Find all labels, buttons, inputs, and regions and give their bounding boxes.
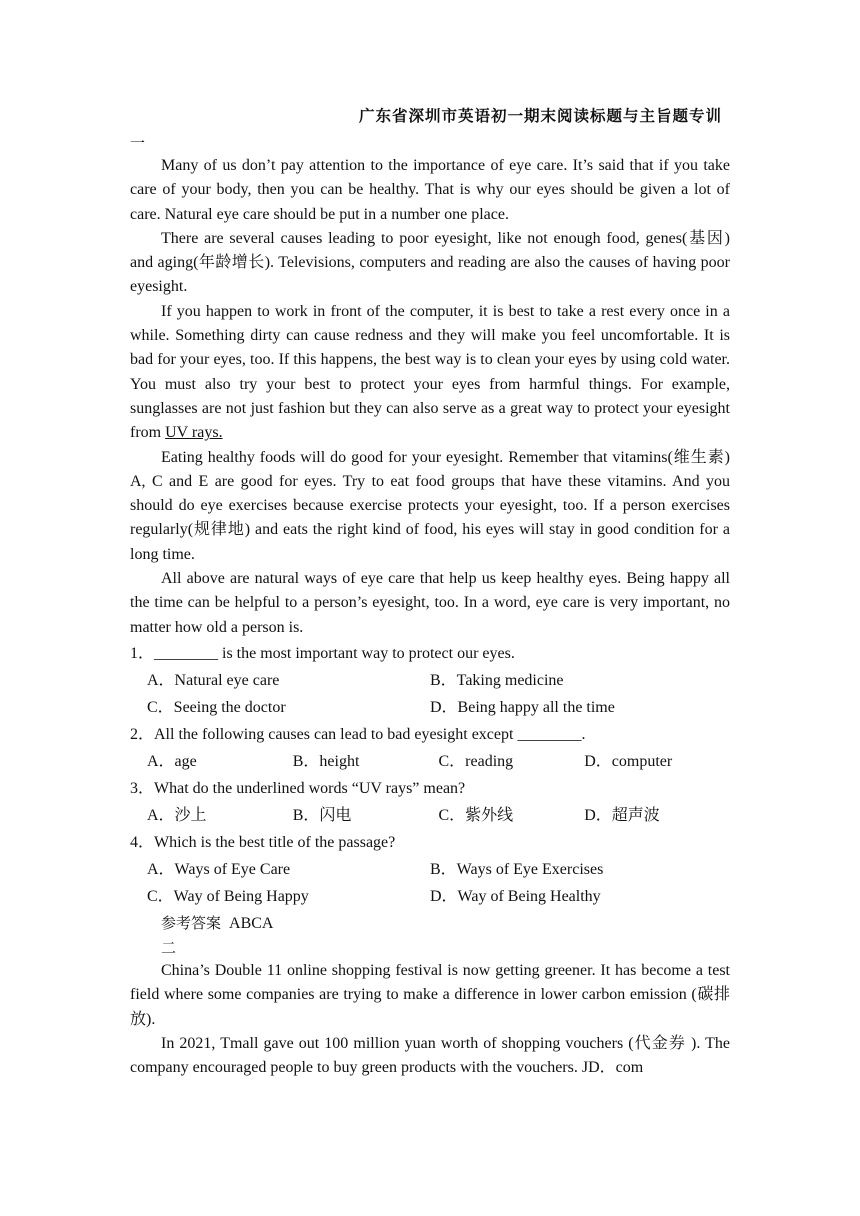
answer-key	[130, 910, 730, 937]
answer-key-value: ABCA	[229, 914, 274, 932]
question-4-options-row-2	[130, 883, 730, 910]
document-title: 广东省深圳市英语初一期末阅读标题与主旨题专训	[358, 106, 722, 125]
question-1-options-row-2	[130, 694, 730, 721]
question-4-option-a: A．Ways of Eye Care	[147, 860, 291, 878]
question-1-option-b: B．Taking medicine	[430, 671, 564, 689]
question-3-stem: 3．What do the underlined words “UV rays” mean?	[130, 779, 466, 797]
question-3-options	[130, 802, 730, 829]
question-2-option-a: A．age	[147, 752, 197, 770]
question-2-option-c: C．reading	[438, 752, 514, 770]
section-2-label: 二	[161, 938, 177, 957]
question-2-option-d: D．computer	[584, 752, 673, 770]
question-1-option-c: C．Seeing the doctor	[147, 698, 286, 716]
passage-2-paragraph-1: China’s Double 11 online shopping festival is now getting greener. It has become a test field where some companies are trying to make a difference in lower carbon emission (碳排放).	[130, 961, 730, 1028]
question-1-stem: 1．________ is the most important way to protect our eyes.	[130, 644, 515, 662]
question-2-options	[130, 748, 730, 775]
question-2-stem: 2．All the following causes can lead to bad eyesight except ________.	[130, 725, 586, 743]
passage-1-paragraph-1: Many of us don’t pay attention to the importance of eye care. It’s said that if you take care of your body, then you can be healthy. That is why our eyes should be given a lot of care. Natural eye care should be put in a number one place.	[130, 157, 730, 223]
question-3-option-c: C．紫外线	[438, 806, 514, 824]
document-body	[130, 132, 730, 1080]
question-4-option-b: B．Ways of Eye Exercises	[430, 860, 604, 878]
question-4-stem: 4．Which is the best title of the passage?	[130, 833, 396, 851]
question-1-option-a: A．Natural eye care	[147, 671, 280, 689]
passage-1-paragraph-3	[130, 300, 730, 446]
section-1-label: 一	[130, 134, 146, 152]
passage-1-paragraph-2: There are several causes leading to poor eyesight, like not enough food, genes(基因) and aging(年龄增长). Televisions, computers and reading are also the causes of having poor eyesight.	[130, 229, 730, 296]
question-3-option-a: A．沙上	[147, 806, 207, 824]
passage-2-paragraph-2: In 2021, Tmall gave out 100 million yuan worth of shopping vouchers (代金券 ). The company encouraged people to buy green products with the vouchers. JD．com	[130, 1034, 730, 1077]
question-3-option-d: D．超声波	[584, 806, 660, 824]
answer-key-label: 参考答案	[161, 913, 222, 932]
question-4-options	[130, 856, 730, 883]
passage-1-paragraph-5: All above are natural ways of eye care that help us keep healthy eyes. Being happy all the time can be helpful to a person’s eyesight, too. In a word, eye care is very important, no matter how old a person is.	[130, 570, 730, 636]
question-3-option-b: B．闪电	[292, 806, 352, 824]
paragraph-3-text: If you happen to work in front of the computer, it is best to take a rest every once in a while. Something dirty can cause redness and they will make you feel uncomfortable. It is bad for your eyes, too. If this happens, the best way is to clean your eyes by using cold water. You must also try your best to protect your eyes from harmful things. For example, sunglasses are not just fashion but they can also serve as a great way to protect your eyesight from	[130, 302, 730, 442]
passage-1-paragraph-4: Eating healthy foods will do good for your eyesight. Remember that vitamins(维生素) A, C and E are good for eyes. Try to eat food groups that have these vitamins. And you should do eye exercises because exercise protects your eyesight, too. If a person exercises regularly(规律地) and eats the right kind of food, his eyes will stay in good condition for a long time.	[130, 448, 730, 563]
question-1-option-d: D．Being happy all the time	[430, 698, 615, 716]
question-4-option-c: C．Way of Being Happy	[147, 887, 309, 905]
question-1-options	[130, 667, 730, 694]
question-4-option-d: D．Way of Being Healthy	[430, 887, 601, 905]
underlined-uv-rays: UV rays.	[165, 424, 223, 442]
question-2-option-b: B．height	[292, 752, 360, 770]
